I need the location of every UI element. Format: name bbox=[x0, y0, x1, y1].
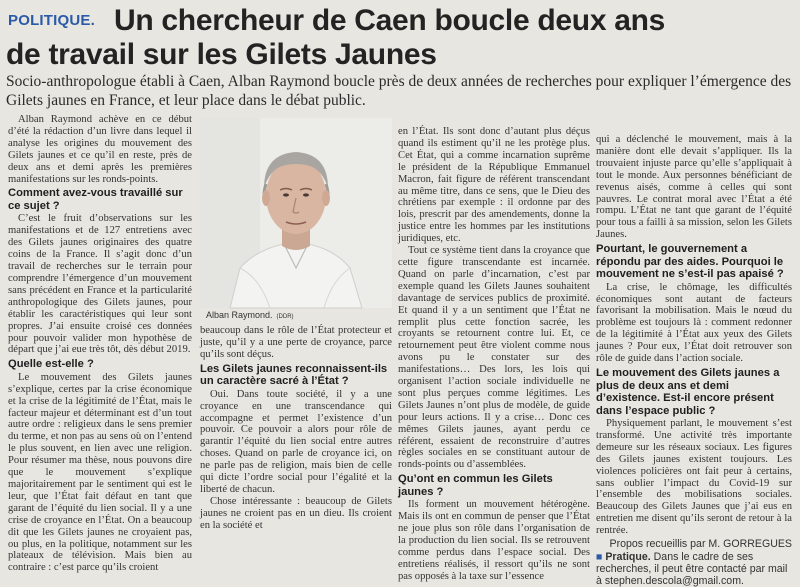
answer-1: C’est le fruit d’observations sur les manifestations et de 127 entretiens avec des Gilets jaunes originaires des quatre coins de la France. Il s’agit donc d’un travail de recherches sur le terrain pour comprendre l’émergence d’un mouvement sans précédent en France et la particularité anthropologique des Gilets jaunes, pour établir les caractéristiques qui leur sont propres. J’ai ensuite croisé ces données pour pouvoir valider mon hypothèse de départ que j’ai eue très tôt, dès début 2019. bbox=[8, 213, 192, 356]
answer-6: Physiquement parlant, le mouvement s’est transformé. Une activité très importante demeure sur les réseaux sociaux. Les figures des Gilets jaunes existent toujours. Les violences policières ont fait peur à certains, sans oublier l’impact du Covid-19 sur l’ensemble des mobilisations sociales. Beaucoup des Gilets Jaunes que j’ai eus en entretien me disent qu’ils seront de retour à la rentrée. bbox=[596, 418, 792, 537]
photo-caption-block bbox=[206, 310, 294, 320]
question-4: Qu’ont en commun les Gilets jaunes ? bbox=[398, 473, 553, 498]
question-1: Comment avez-vous travaillé sur ce sujet ? bbox=[8, 187, 183, 212]
headline-line-1: Un chercheur de Caen boucle deux ans bbox=[114, 4, 666, 37]
answer-3b: Chose intéressante : beaucoup de Gilets jaunes ne croient pas en un dieu. Ils croient en la société et bbox=[200, 495, 392, 531]
headline bbox=[6, 4, 800, 72]
headline-line-2: de travail sur les Gilets Jaunes bbox=[6, 38, 437, 71]
answer-4: Ils forment un mouvement hétérogène. Mais ils ont en commun de penser que l’État ne joue plus son rôle dans l’organisation de la production du lien social. Ils se retrouvent comme perdus dans l’espace social. Des entretiens réalisés, il ressort qu’ils ne sont pas opposés à la taxe sur l’essence bbox=[398, 499, 590, 582]
portrait-illustration bbox=[200, 118, 392, 308]
square-bullet-icon: ■ bbox=[596, 550, 603, 563]
practical-info bbox=[596, 551, 792, 587]
answer-3: Oui. Dans toute société, il y a une croyance en une transcendance qui accompagne et permet l’existence d’un pouvoir. Ce pouvoir a alors pour rôle de garantir l’équité du lien social entre autres choses. Quand on parle de croyance ici, on ne parle pas de religion, mais bien de celle qui dicte l’ordre social pour l’égalité et la liberté de chacun. bbox=[200, 388, 392, 495]
question-5: Pourtant, le gouvernement a répondu par des aides. Pourquoi le mouvement ne s’est-il pas apaisé ? bbox=[596, 243, 784, 281]
section-rubric: POLITIQUE. bbox=[8, 12, 96, 29]
column-1 bbox=[8, 114, 192, 574]
question-3: Les Gilets jaunes reconnaissent-ils un caractère sacré à l’État ? bbox=[200, 362, 388, 388]
question-6: Le mouvement des Gilets jaunes a plus de deux ans et demi d’existence. Est-il encore présent dans l’espace public ? bbox=[596, 367, 780, 417]
answer-2-continued: beaucoup dans le rôle de l’État protecteur et juste, qu’il y a une perte de croyance, parce qu’ils sont déçus. bbox=[200, 325, 392, 360]
article-lead: Socio-anthropologue établi à Caen, Alban Raymond boucle près de deux années de recherches pour expliquer l’émergence des Gilets jaunes en France, et leur place dans le débat public. bbox=[6, 73, 792, 109]
author-signature: Propos recueillis par M. GORREGUES bbox=[609, 538, 792, 551]
headline-block bbox=[6, 4, 794, 74]
answer-2: Le mouvement des Gilets jaunes s’explique, certes par la crise économique et la crise de la légitimité de l’État, mais le facteur majeur et déterminant est d’un tout autre ordre : religieux dans le sens premier du terme, et non pas au sens où on l’entend le plus souvent, en lien avec une religion. Pour résumer ma thèse, nous pouvons dire que le mouvement s’explique majoritairement par le sentiment qui est le leur, que l’État fait défaut en tant que garant de l’équité du lien social. Il y a une crise de croyance en l’État. On a beaucoup dit que les Gilets jaunes ne croyaient pas, ou plus, en la politique, notamment sur les plateaux de télévision. Mais bien au contraire : c’est parce qu’ils croient bbox=[8, 371, 192, 574]
answer-3-continued: en l’État. Ils sont donc d’autant plus déçus quand ils estiment qu’il ne les protège plus. Cet État, qui a comme incarnation suprême le président de la République Emmanuel Macron, fait figure de référent transcendant au même titre, dans ce sens, que le Dieu des chrétiens par exemple : il ordonne par des lois, prescrit par des amendements, donne la justice entre les hommes par les institutions juridiques, etc. bbox=[398, 126, 590, 245]
column-2 bbox=[200, 325, 392, 532]
column-3 bbox=[398, 126, 590, 583]
photo-credit: (DDR) bbox=[276, 314, 294, 320]
answer-5: La crise, le chômage, les difficultés économiques sont autant de facteurs favorisant la mobilisation. Mais le nœud du problème est toujours là : comment redonner de la légitimité à l’État aux yeux des Gilets jaunes ? Pour eux, l’État doit retrouver son rôle de guide dans l’action sociale. bbox=[596, 281, 792, 365]
answer-3c: Tout ce système tient dans la croyance que cette figure transcendante est incarnée. Quand on parle d’incarnation, c’est par exemple quand les Gilets Jaunes souhaitent davantage de services publics de proximité. Et quand il y a un sentiment que l’État ne remplit plus cette fonction sacrée, les croyants se retournent contre lui. Et, ce retournement peut être violent comme nous avons pu le constater sur des manifestations… Des lors, les lois qui organisent l’action sociale individuelle ne sont plus perçues comme légitimes. Les Gilets Jaunes n’ont plus de modèle, de guide pour leurs actions. Il y a crise… Donc ces mêmes Gilets jaunes, ayant perdu ce référent, essaient de reconstruire d’autres règles sociales en se constituant autour de ronds-points ou d’assemblées. bbox=[398, 245, 590, 471]
practical-label: Pratique. bbox=[605, 550, 651, 563]
answer-4-continued: qui a déclenché le mouvement, mais à la manière dont elle devait s’appliquer. Ils la trouvaient injuste parce qu’elle s’appliquait à tout le monde. Aux personnes bénéficiant de revenus aisés, comme à celles qui sont pauvres. Le contrat moral avec l’État a été rompu. L’État ne tant que garant de l’équité pour tous a failli à sa mission, selon les Gilets Jaunes. bbox=[596, 134, 792, 241]
portrait-photo bbox=[200, 118, 392, 308]
practical-text: Dans le cadre de ses recherches, il peut être contacté par mail à stephen.descola@gmail.com. bbox=[596, 550, 788, 587]
intro-paragraph: Alban Raymond achève en ce début d’été la rédaction d’un livre dans lequel il analyse les origines du mouvement des Gilets jaunes et ce qu’il en reste, près de deux ans et demi après les premières manifestations sur les ronds-points. bbox=[8, 114, 192, 185]
question-2: Quelle est-elle ? bbox=[8, 358, 94, 371]
photo-caption: Alban Raymond. bbox=[206, 310, 273, 320]
column-4 bbox=[596, 134, 792, 587]
